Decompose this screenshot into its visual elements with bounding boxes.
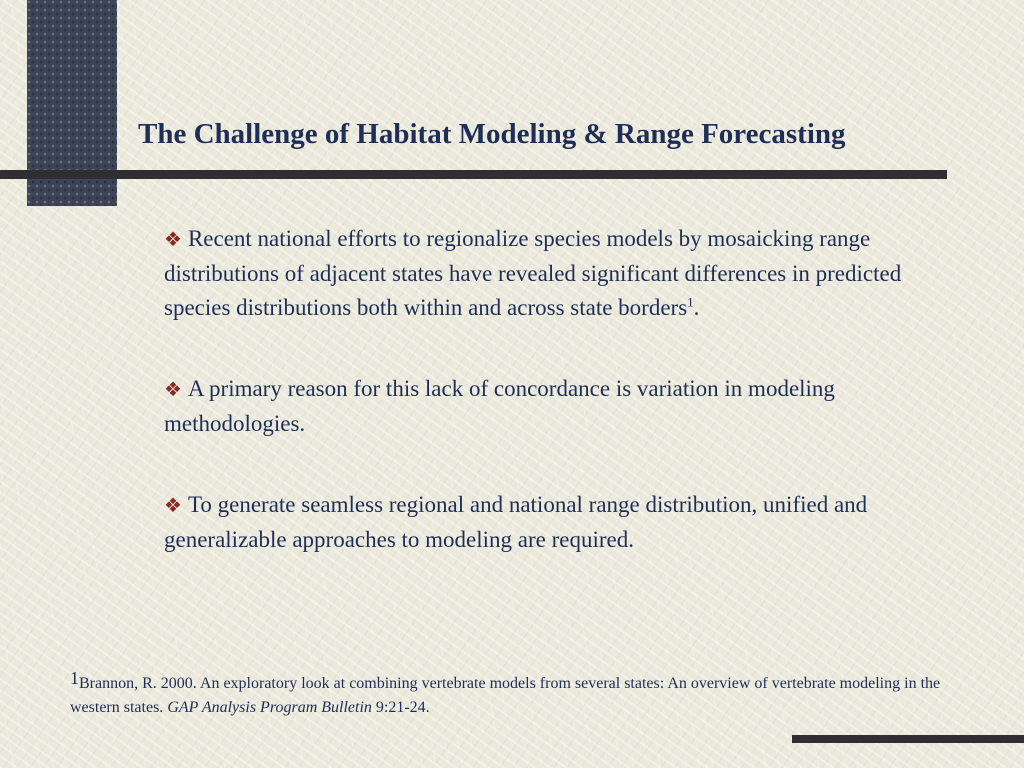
bullet-suffix: . (693, 295, 700, 320)
bullet-text: Recent national efforts to regionalize species models by mosaicking range distributions of adjacent states have revealed significant differences in predicted species distributions both within and across state borders (164, 226, 902, 320)
bullet-item (164, 222, 924, 325)
footer-rule (792, 735, 1024, 743)
bullet-text: A primary reason for this lack of concordance is variation in modeling methodologies. (164, 376, 835, 436)
footnote-citation: 9:21-24. (371, 699, 430, 716)
footnote (70, 666, 970, 720)
diamond-bullet-icon: ❖ (164, 495, 182, 517)
footnote-number: 1 (70, 668, 79, 688)
diamond-bullet-icon: ❖ (164, 229, 182, 251)
footnote-reference: 1 (687, 294, 694, 310)
footnote-journal: GAP Analysis Program Bulletin (167, 699, 372, 716)
bullet-item (164, 372, 924, 441)
slide-title: The Challenge of Habitat Modeling & Range Forecasting (138, 118, 846, 150)
bullet-text: To generate seamless regional and national range distribution, unified and generalizable approaches to modeling are required. (164, 492, 868, 552)
title-underline-rule (0, 170, 947, 179)
footnote-text: Brannon, R. 2000. An exploratory look at combining vertebrate models from several states: An overview of vertebrate modeling in the western states. (70, 675, 941, 716)
diamond-bullet-icon: ❖ (164, 379, 182, 401)
bullet-item (164, 488, 924, 557)
bullet-list (164, 222, 924, 557)
